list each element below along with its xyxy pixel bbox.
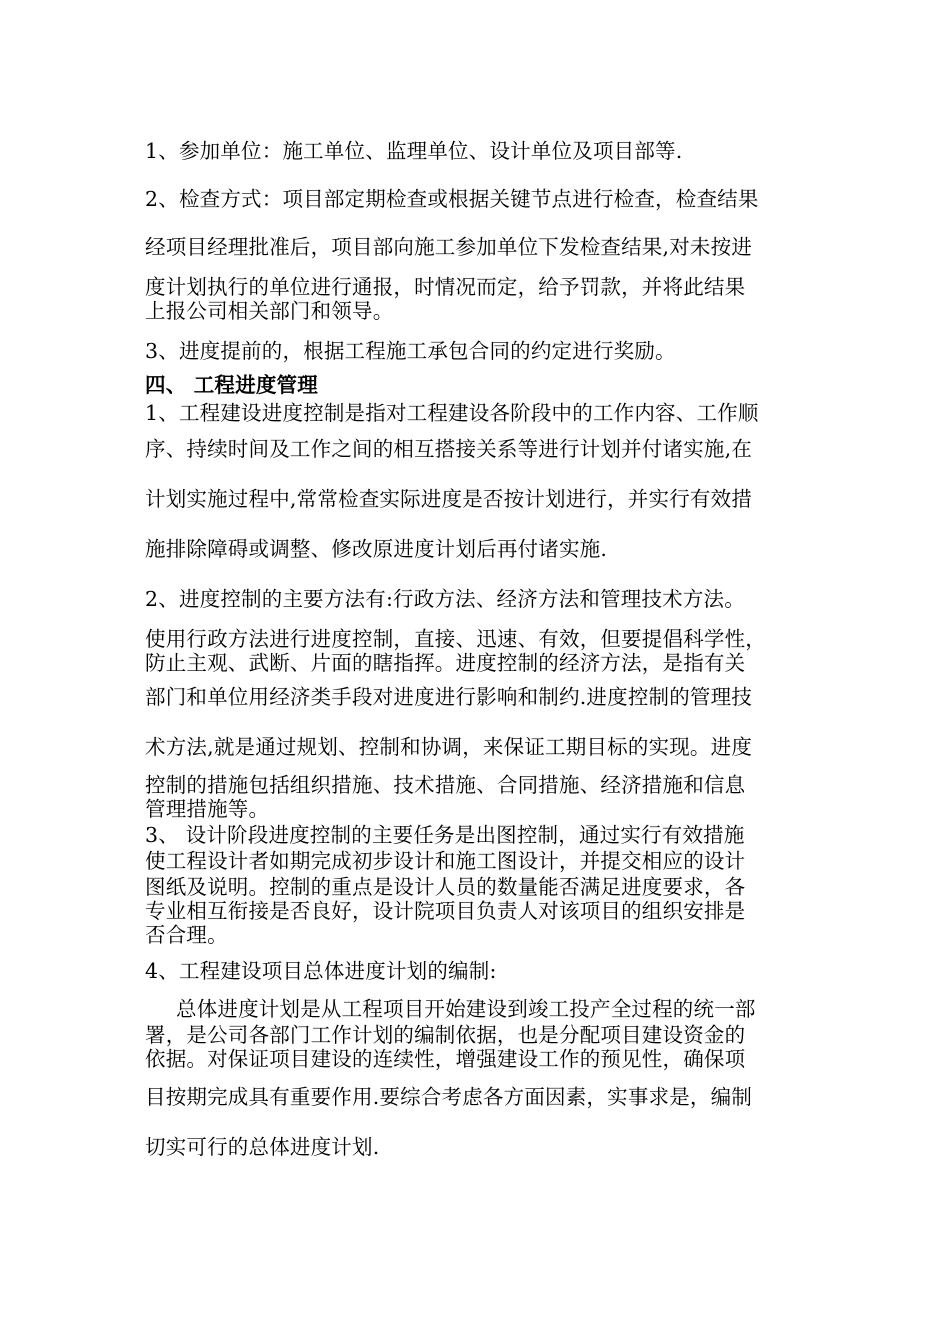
text-line: 2、检查方式：项目部定期检查或根据关键节点进行检查，检查结果 xyxy=(145,187,759,211)
text-line: 控制的措施包括组织措施、技术措施、合同措施、经济措施和信息 xyxy=(145,773,746,797)
text-line: 切实可行的总体进度计划. xyxy=(145,1135,380,1159)
text-line: 目按期完成具有重要作用.要综合考虑各方面因素，实事求是，编制 xyxy=(145,1085,753,1109)
text-line: 3、 设计阶段进度控制的主要任务是出图控制，通过实行有效措施 xyxy=(145,823,745,847)
text-line: 度计划执行的单位进行通报，时情况而定，给予罚款，并将此结果 xyxy=(145,275,746,299)
text-line: 依据。对保证项目建设的连续性，增强建设工作的预见性，确保项 xyxy=(145,1047,746,1071)
text-line: 否合理。 xyxy=(145,923,228,947)
text-line: 管理措施等。 xyxy=(145,797,270,821)
text-line: 1、参加单位：施工单位、监理单位、设计单位及项目部等. xyxy=(145,139,683,163)
text-line: 施排除障碍或调整、修改原进度计划后再付诸实施. xyxy=(145,537,608,561)
text-line: 经项目经理批准后，项目部向施工参加单位下发检查结果,对未按进 xyxy=(145,235,753,259)
text-line: 2、进度控制的主要方法有:行政方法、经济方法和管理技术方法。 xyxy=(145,587,745,611)
text-line: 计划实施过程中,常常检查实际进度是否按计划进行，并实行有效措 xyxy=(145,487,753,511)
text-line: 使工程设计者如期完成初步设计和施工图设计，并提交相应的设计 xyxy=(145,849,746,873)
text-line: 3、进度提前的，根据工程施工承包合同的约定进行奖励。 xyxy=(145,339,676,363)
text-line: 1、工程建设进度控制是指对工程建设各阶段中的工作内容、工作顺 xyxy=(145,401,759,425)
text-line: 使用行政方法进行进度控制，直接、迅速、有效，但要提倡科学性， xyxy=(145,627,766,651)
text-line: 防止主观、武断、片面的瞎指挥。进度控制的经济方法，是指有关 xyxy=(145,651,746,675)
text-line: 术方法,就是通过规划、控制和协调，来保证工期目标的实现。进度 xyxy=(145,735,753,759)
text-line: 总体进度计划是从工程项目开始建设到竣工投产全过程的统一部 xyxy=(176,997,756,1021)
text-line: 图纸及说明。控制的重点是设计人员的数量能否满足进度要求，各 xyxy=(145,875,746,899)
text-line: 序、持续时间及工作之间的相互搭接关系等进行计划并付诸实施,在 xyxy=(145,437,753,461)
text-line: 署，是公司各部门工作计划的编制依据，也是分配项目建设资金的 xyxy=(145,1023,746,1047)
section-heading: 四、 工程进度管理 xyxy=(145,373,318,397)
text-line: 上报公司相关部门和领导。 xyxy=(145,299,394,323)
text-line: 专业相互衔接是否良好，设计院项目负责人对该项目的组织安排是 xyxy=(145,899,746,923)
text-line: 4、工程建设项目总体进度计划的编制: xyxy=(145,959,497,983)
text-line: 部门和单位用经济类手段对进度进行影响和制约.进度控制的管理技 xyxy=(145,685,753,709)
